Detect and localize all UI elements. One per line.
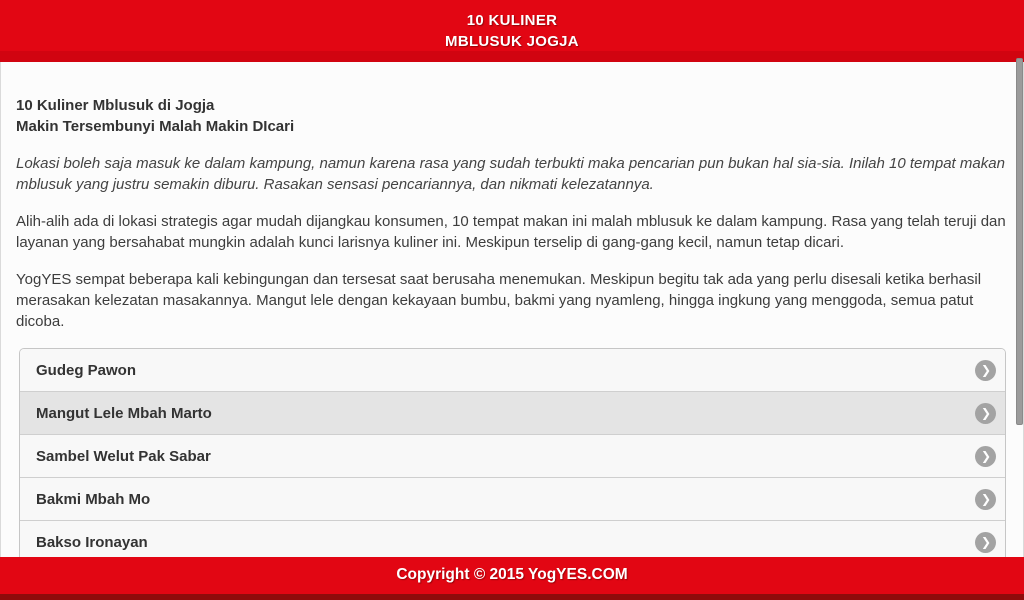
article-lead-paragraph: Lokasi boleh saja masuk ke dalam kampung, namun karena rasa yang sudah terbukti maka pencarian pun bukan hal sia-sia. Inilah 10 tempat makan mblusuk yang justru semakin diburu. Rasakan sensasi pencariannya, dan nikmati kelezatannya.: [16, 155, 1005, 193]
list-item-label: Bakso Ironayan: [36, 533, 148, 551]
copyright-text: Copyright © 2015 YogYES.COM: [396, 566, 628, 583]
list-item-label: Bakmi Mbah Mo: [36, 490, 151, 508]
footer-bottom-strip: [0, 594, 1024, 600]
article-heading: [16, 95, 1008, 137]
list-item-label: Mangut Lele Mbah Marto: [36, 404, 212, 422]
chevron-right-icon[interactable]: ❯: [975, 489, 996, 510]
app-title-line1: 10 KULINER: [466, 12, 558, 29]
chevron-right-icon[interactable]: ❯: [975, 532, 996, 553]
list-item-mangut-lele-mbah-marto[interactable]: [20, 391, 1005, 434]
list-item-bakmi-mbah-mo[interactable]: [20, 477, 1005, 520]
app-footer: [0, 557, 1024, 600]
app-title: [0, 0, 1024, 52]
header-bottom-band: [0, 51, 1024, 62]
article-heading-line1: 10 Kuliner Mblusuk di Jogja: [16, 97, 215, 114]
list-item-gudeg-pawon[interactable]: [20, 349, 1005, 391]
chevron-right-icon[interactable]: ❯: [975, 403, 996, 424]
article-paragraph-3: YogYES sempat beberapa kali kebingungan dan tersesat saat berusaha menemukan. Meskipun begitu tak ada yang perlu disesali ketika berhasil merasakan kelezatan masakannya. Mangut lele dengan kekayaan bumbu, bakmi yang nyamleng, hingga ingkung yang menggoda, semua patut dicoba.: [16, 271, 982, 330]
app-header: [0, 0, 1024, 62]
content-area: [0, 62, 1024, 557]
list-item-sambel-welut-pak-sabar[interactable]: [20, 434, 1005, 477]
place-list: [19, 348, 1006, 557]
list-item-label: Gudeg Pawon: [36, 361, 137, 379]
app-title-line2: MBLUSUK JOGJA: [445, 33, 579, 50]
chevron-right-icon[interactable]: ❯: [975, 446, 996, 467]
chevron-right-icon[interactable]: ❯: [975, 360, 996, 381]
article-heading-line2: Makin Tersembunyi Malah Makin DIcari: [16, 118, 295, 135]
article-paragraph-2: Alih-alih ada di lokasi strategis agar mudah dijangkau konsumen, 10 tempat makan ini malah mblusuk ke dalam kampung. Rasa yang telah teruji dan layanan yang bersahabat mungkin adalah kunci larisnya kuliner ini. Meskipun terselip di gang-gang kecil, namun tetap dicari.: [16, 213, 1006, 251]
article: [1, 95, 1023, 332]
list-item-bakso-ironayan[interactable]: [20, 520, 1005, 557]
list-item-label: Sambel Welut Pak Sabar: [36, 447, 211, 465]
vertical-scrollbar-thumb[interactable]: [1016, 58, 1023, 425]
